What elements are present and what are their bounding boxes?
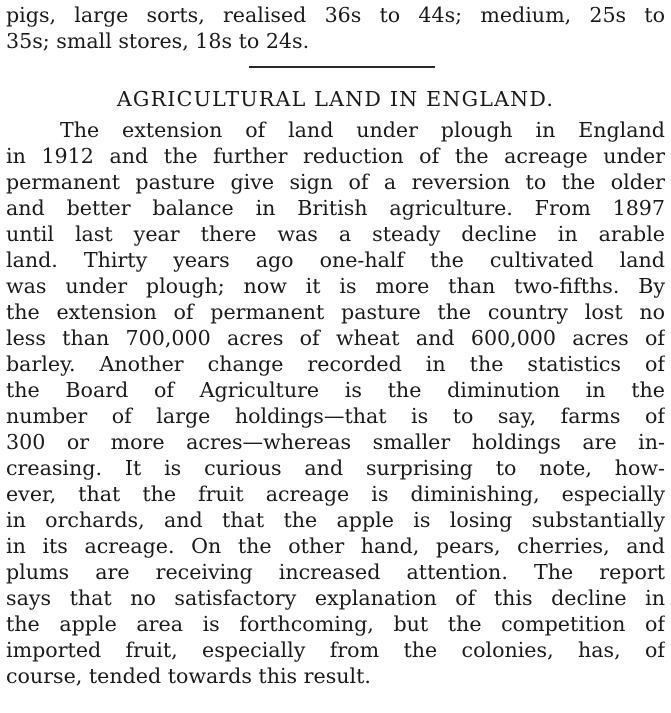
article-body [6,117,665,689]
text-line: number of large holdings—that is to say, farms of [6,404,665,428]
text-line: course, tended towards this result. [6,664,371,688]
text-line: the apple area is forthcoming, but the competition of [6,612,665,636]
text-line: ever, that the fruit acreage is diminishing, especially [6,482,665,506]
text-line: was under plough; now it is more than two-fifths. By [6,274,665,298]
text-line: creasing. It is curious and surprising to note, how- [6,456,665,480]
text-line: says that no satisfactory explanation of this decline in [6,586,665,610]
text-line: the extension of permanent pasture the country lost no [6,300,665,324]
previous-article-tail [6,2,665,54]
text-line: in 1912 and the further reduction of the acreage under [6,144,665,168]
text-line: 300 or more acres—whereas smaller holdings are in- [6,430,665,454]
text-line: plums are receiving increased attention. The report [6,560,665,584]
text-line: pigs, large sorts, realised 36s to 44s; medium, 25s to [6,3,665,27]
text-line: less than 700,000 acres of wheat and 600,000 acres of [6,326,665,350]
text-line: land. Thirty years ago one-half the cultivated land [6,248,665,272]
text-line: permanent pasture give sign of a reversion to the older [6,170,665,194]
text-line: 35s; small stores, 18s to 24s. [6,29,310,53]
article-headline: AGRICULTURAL LAND IN ENGLAND. [116,87,555,111]
text-line: and better balance in British agriculture. From 1897 [6,196,665,220]
section-divider [249,66,435,68]
text-line: barley. Another change recorded in the statistics of [6,352,665,376]
text-line: in its acreage. On the other hand, pears, cherries, and [6,534,665,558]
text-line: The extension of land under plough in England [60,118,665,142]
text-line: imported fruit, especially from the colonies, has, of [6,638,665,662]
text-line: until last year there was a steady decline in arable [6,222,665,246]
text-line: the Board of Agriculture is the diminution in the [6,378,665,402]
text-line: in orchards, and that the apple is losing substantially [6,508,665,532]
